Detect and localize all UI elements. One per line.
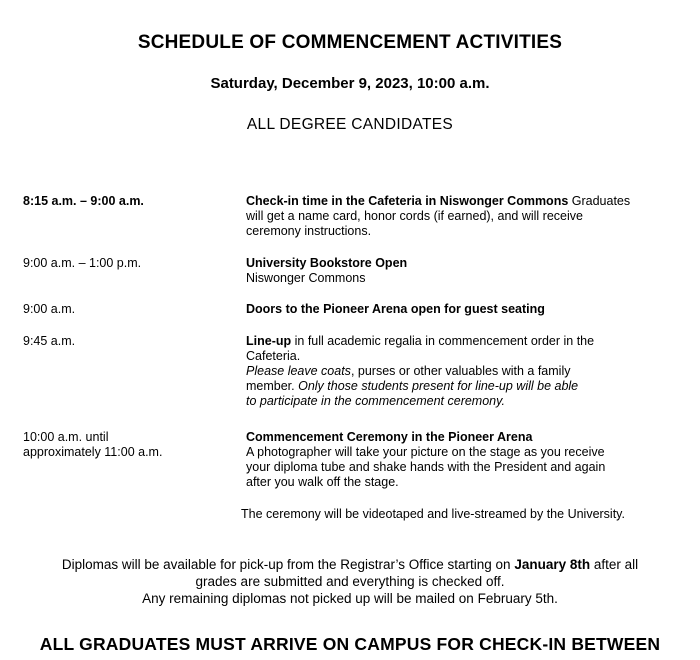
schedule-row-5-description: Commencement Ceremony in the Pioneer Arena A photographer will take your picture on the stage as you receive your diploma tube and shake hands with the President and again after you walk off the stage. xyxy=(246,430,606,489)
audience-line: ALL DEGREE CANDIDATES xyxy=(246,116,454,133)
schedule-row-1-description: Check-in time in the Cafeteria in Niswonger Commons Graduates will get a name card, honor cords (if earned), and will receive ceremony instructions. xyxy=(246,194,631,238)
schedule-row-1-time: 8:15 a.m. – 9:00 a.m. xyxy=(23,194,144,208)
schedule-row-3-description: Doors to the Pioneer Arena open for guest seating xyxy=(246,302,545,316)
ceremony-livestream-note: The ceremony will be videotaped and live-streamed by the University. xyxy=(241,507,625,521)
event-date-line: Saturday, December 9, 2023, 10:00 a.m. xyxy=(210,75,490,92)
schedule-row-5-time: 10:00 a.m. until approximately 11:00 a.m. xyxy=(23,430,163,459)
schedule-row-2-description: University Bookstore Open Niswonger Commons xyxy=(246,256,408,285)
schedule-row-3-time: 9:00 a.m. xyxy=(23,302,76,316)
schedule-row-4-time: 9:45 a.m. xyxy=(23,334,76,348)
diploma-pickup-note: Diplomas will be available for pick-up from the Registrar’s Office starting on January 8th after all grades are submitted and everything is checked off. Any remaining diplomas not picked up will be mailed on February 5th. xyxy=(61,557,639,606)
schedule-row-4-description: Line-up in full academic regalia in commencement order in the Cafeteria. Please leave coats, purses or other valuables with a family member. Only those students present for line-up will be able to participate in the commencement ceremony. xyxy=(246,334,595,408)
page-title: SCHEDULE OF COMMENCEMENT ACTIVITIES xyxy=(137,32,563,53)
schedule-row-2-time: 9:00 a.m. – 1:00 p.m. xyxy=(23,256,142,270)
checkin-banner: ALL GRADUATES MUST ARRIVE ON CAMPUS FOR CHECK-IN BETWEEN xyxy=(39,634,661,654)
